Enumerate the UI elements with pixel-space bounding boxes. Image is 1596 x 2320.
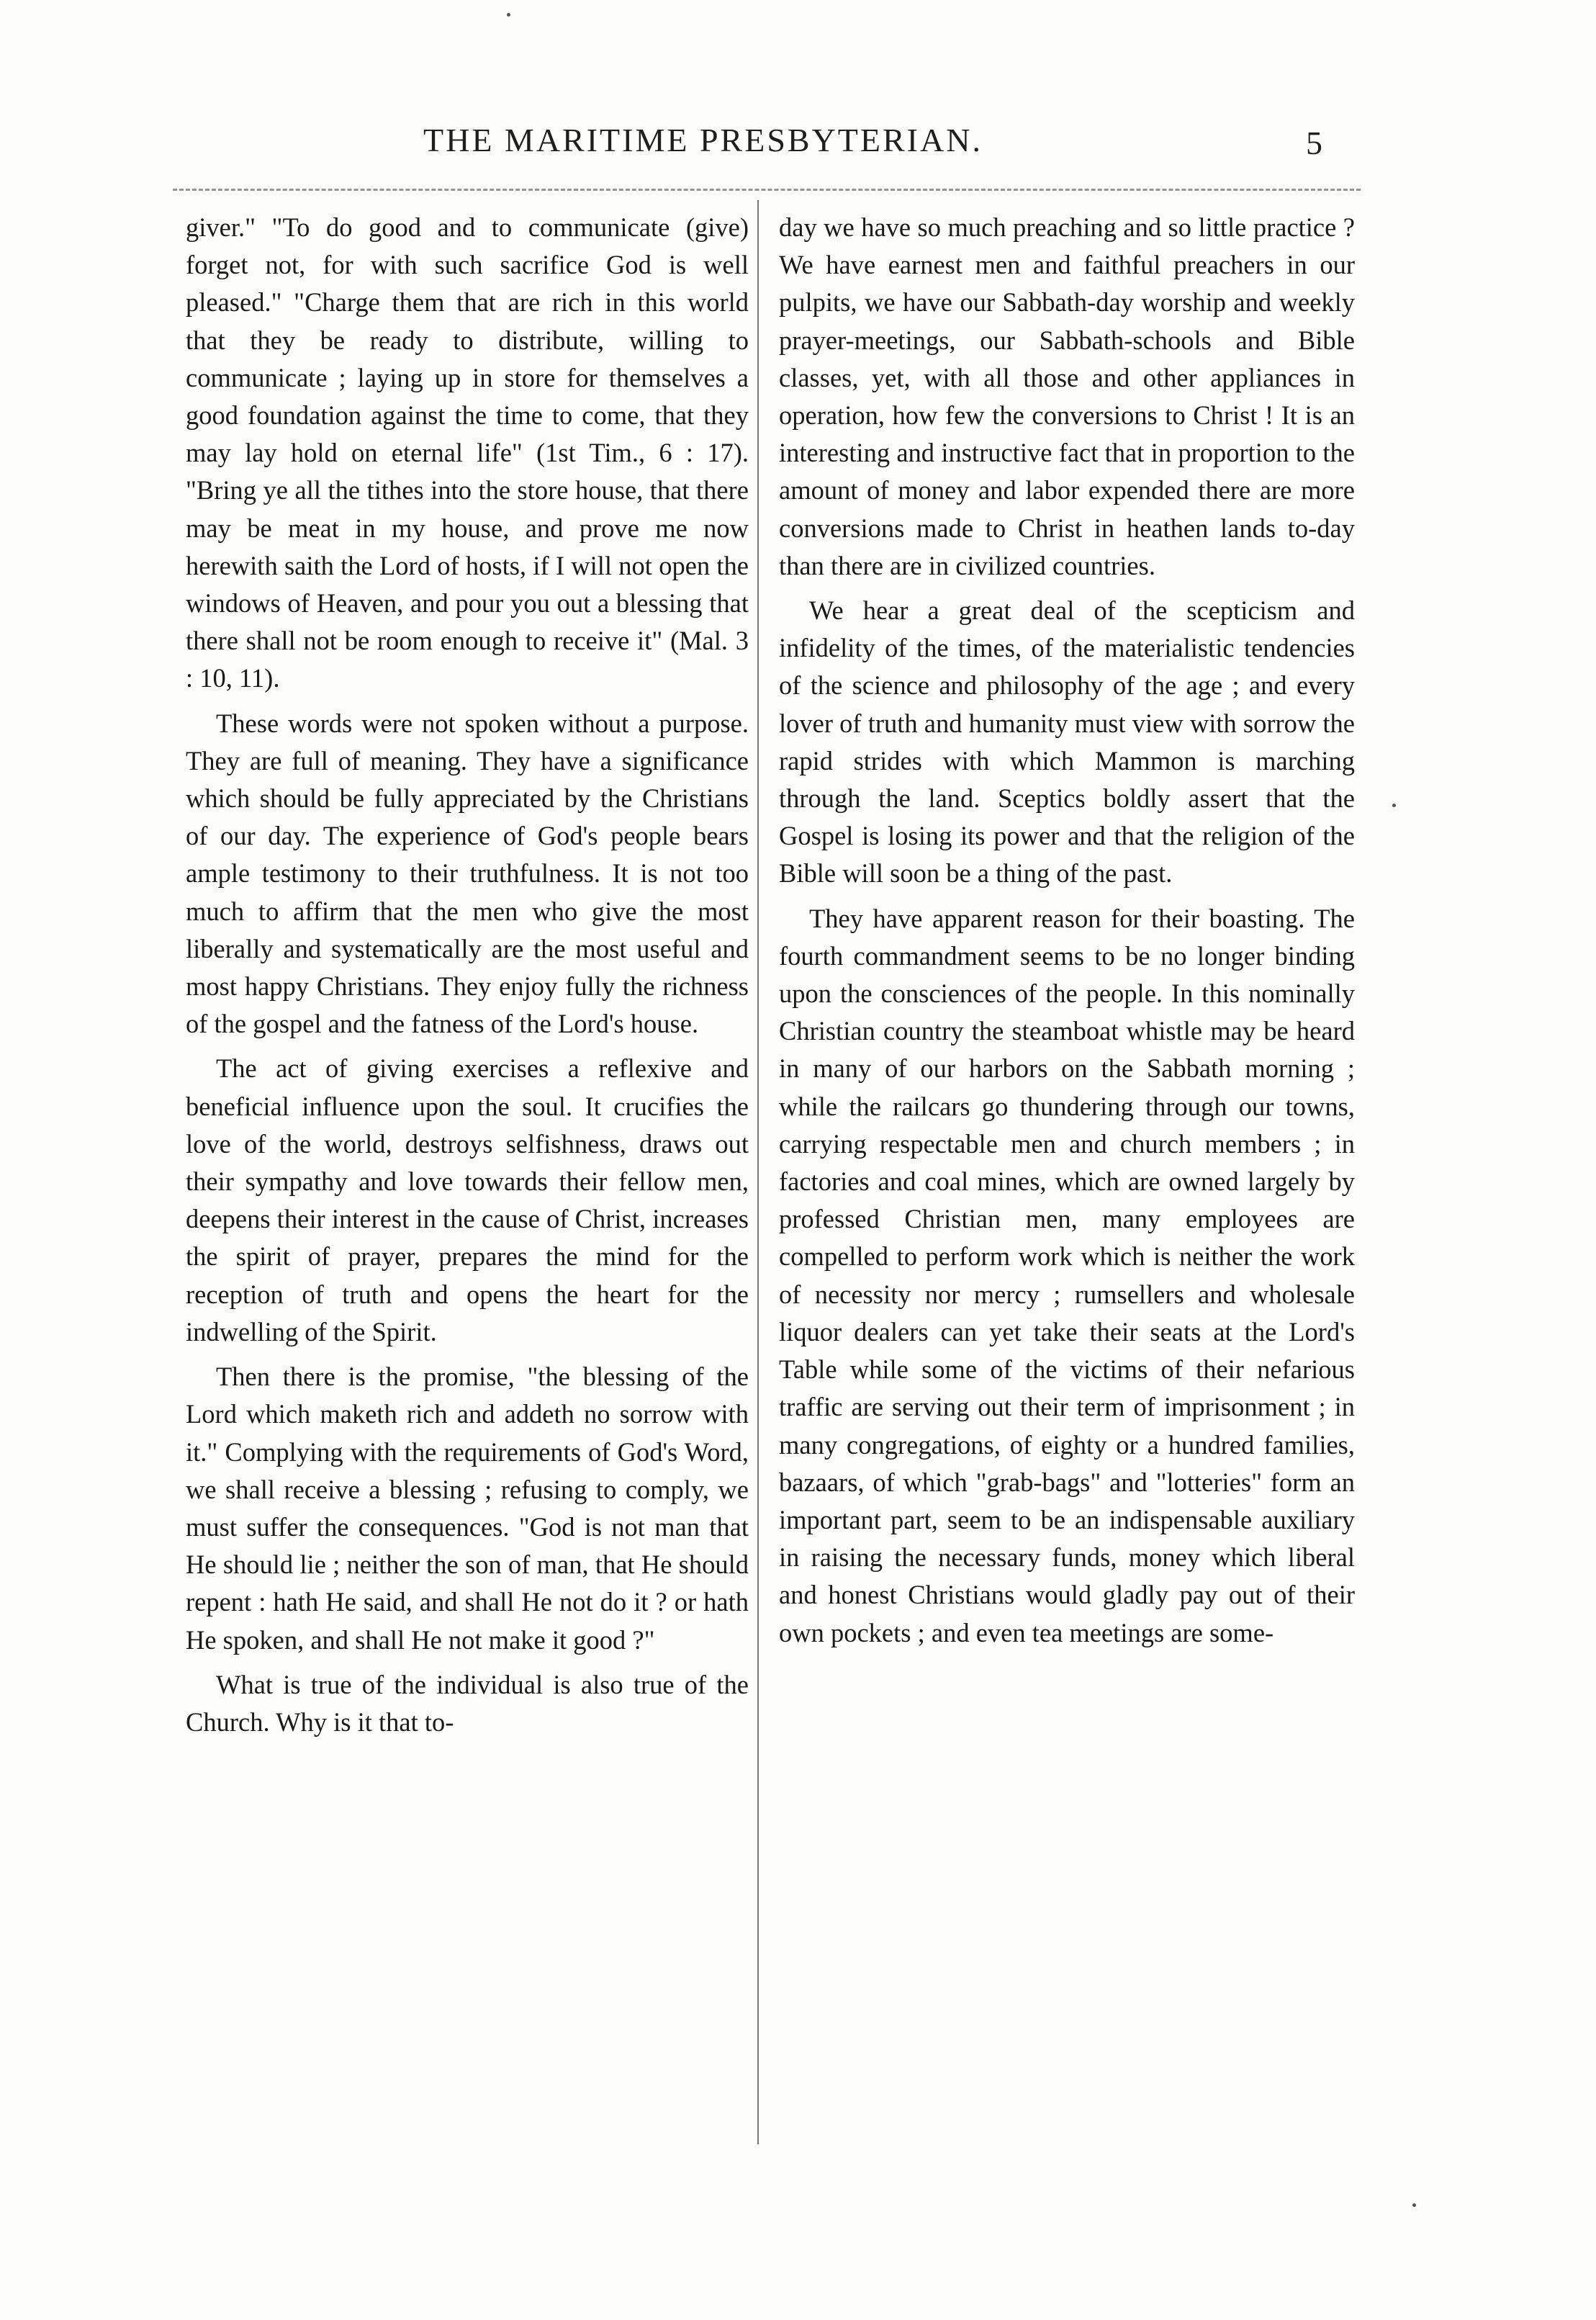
paragraph: The act of giving exercises a reflexive and beneficial influence upon the soul. It crucifies the love of the world, destroys selfishness, draws out their sympathy and love towards their fellow men, deepens their interest in the cause of Christ, increases the spirit of prayer, prepares the mind for the reception of truth and opens the heart for the indwelling of the Spirit. <box>186 1053 749 1346</box>
left-column <box>186 209 749 1748</box>
paragraph: day we have so much preaching and so little practice ? We have earnest men and faithful preachers in our pulpits, we have our Sabbath-day worship and weekly prayer-meetings, our Sabbath-schools and Bible classes, yet, with all those and other appliances in operation, how few the conversions to Christ ! It is an interesting and instructive fact that in proportion to the amount of money and labor expended there are more conversions made to Christ in heathen lands to-day than there are in civilized countries. <box>779 212 1355 580</box>
paragraph: They have apparent reason for their boasting. The fourth commandment seems to be no longer binding upon the consciences of the people. In this nominally Christian country the steamboat whistle may be heard in many of our harbors on the Sabbath morning ; while the railcars go thundering through our towns, carrying respectable men and church members ; in factories and coal mines, which are owned largely by professed Christian men, many employees are compelled to perform work which is neither the work of necessity nor mercy ; rumsellers and wholesale liquor dealers can yet take their seats at the Lord's Table while some of the victims of their nefarious traffic are serving out their term of imprisonment ; in many congregations, of eighty or a hundred families, bazaars, of which "grab-bags" and "lotteries" form an important part, seem to be an indispensable auxiliary in raising the necessary funds, money which liberal and honest Christians would gladly pay out of their own pockets ; and even tea meetings are some- <box>779 903 1355 1647</box>
page-number: 5 <box>1306 125 1322 161</box>
print-speck <box>1392 804 1396 807</box>
paragraph: Then there is the promise, "the blessing of the Lord which maketh rich and addeth no sorrow with it." Complying with the requirements of God's Word, we shall receive a blessing ; refusing to comply, we must suffer the consequences. "God is not man that He should lie ; neither the son of man, that He should repent : hath He said, and shall He not do it ? or hath He spoken, and shall He not make it good ?" <box>186 1362 749 1655</box>
paragraph: We hear a great deal of the scepticism and infidelity of the times, of the materialistic tendencies of the science and philosophy of the age ; and every lover of truth and humanity must view with sorrow the rapid strides with which Mammon is marching through the land. Sceptics boldly assert that the Gospel is losing its power and that the religion of the Bible will soon be a thing of the past. <box>779 595 1355 889</box>
paragraph: giver." "To do good and to communicate (give) forget not, for with such sacrifice God is well pleased." "Charge them that are rich in this world that they be ready to distribute, willing to communicate ; laying up in store for themselves a good foundation against the time to come, that they may lay hold on eternal life" (1st Tim., 6 : 17). "Bring ye all the tithes into the store house, that there may be meat in my house, and prove me now herewith saith the Lord of hosts, if I will not open the windows of Heaven, and pour you out a blessing that there shall not be room enough to receive it" (Mal. 3 : 10, 11). <box>186 212 749 693</box>
print-speck <box>507 13 510 17</box>
header-rule <box>173 189 1361 191</box>
running-title: THE MARITIME PRESBYTERIAN. <box>423 122 983 158</box>
paragraph: These words were not spoken without a purpose. They are full of meaning. They have a significance which should be fully appreciated by the Christians of our day. The experience of God's people bears ample testimony to their truthfulness. It is not too much to affirm that the men who give the most liberally and systematically are the most useful and most happy Christians. They enjoy fully the richness of the gospel and the fatness of the Lord's house. <box>186 708 749 1039</box>
right-column <box>779 209 1355 1659</box>
column-divider <box>757 200 759 2144</box>
paragraph: What is true of the individual is also true of the Church. Why is it that to- <box>186 1669 749 1737</box>
print-speck <box>1412 2203 1416 2207</box>
